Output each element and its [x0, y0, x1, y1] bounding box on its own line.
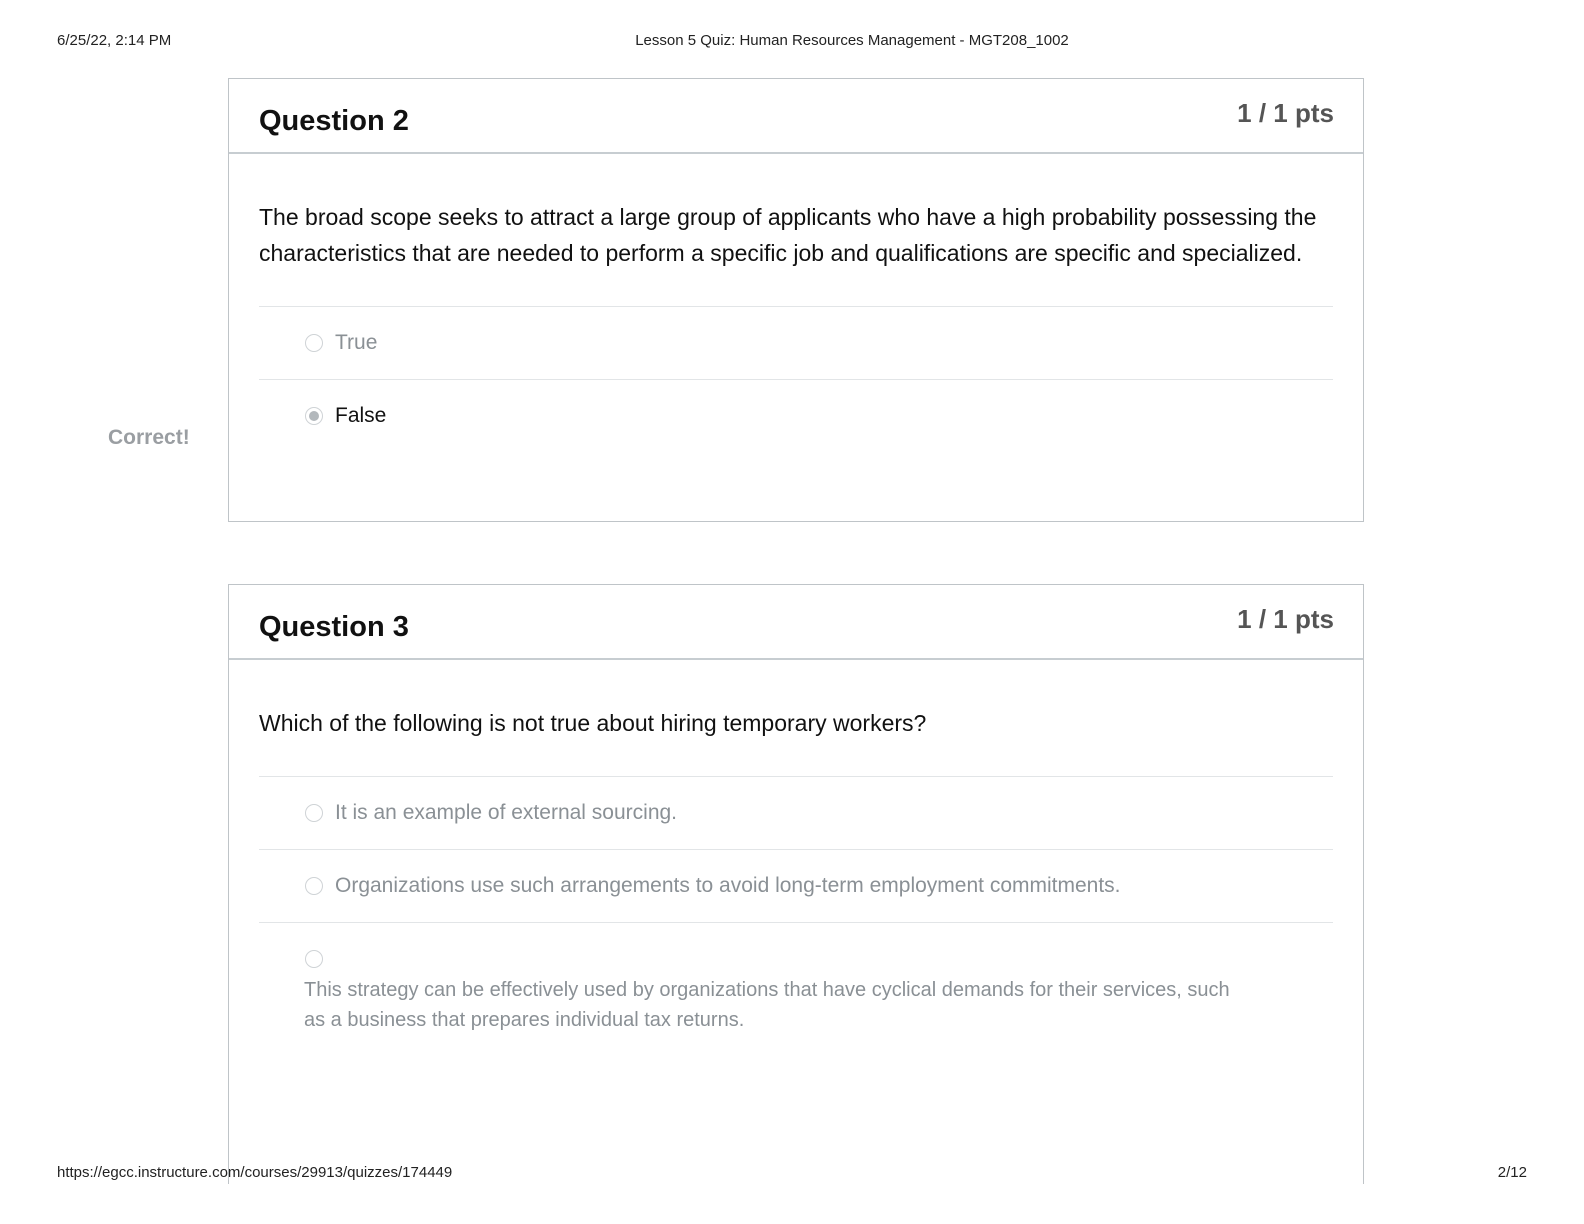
question-title: Question 2 [259, 105, 409, 137]
print-header [57, 32, 1527, 52]
radio-button-selected[interactable] [305, 407, 323, 425]
answer-option[interactable] [259, 307, 1333, 380]
question-title: Question 3 [259, 611, 409, 643]
question-header [229, 585, 1363, 660]
answer-option[interactable] [259, 850, 1333, 923]
answer-label: This strategy can be effectively used by organizations that have cyclical demands for their services, such as a business that prepares individual tax returns. [304, 979, 1230, 1031]
radio-button[interactable] [305, 950, 323, 968]
question-text: Which of the following is not true about hiring temporary workers? [259, 705, 1333, 777]
print-datetime: 6/25/22, 2:14 PM [57, 32, 172, 49]
answer-option[interactable] [259, 923, 1333, 1033]
answer-label: False [335, 404, 387, 427]
print-footer [57, 1164, 1527, 1184]
question-text: The broad scope seeks to attract a large group of applicants who have a high probability possessing the characteristics that are needed to perform a specific job and qualifications are specific and specialized. [259, 199, 1333, 307]
answer-option[interactable] [259, 777, 1333, 850]
question-header [229, 79, 1363, 154]
radio-button[interactable] [305, 334, 323, 352]
answer-label: It is an example of external sourcing. [335, 801, 678, 824]
question-card [228, 78, 1364, 522]
question-points: 1 / 1 pts [1237, 604, 1334, 634]
answer-option[interactable] [259, 380, 1333, 452]
print-doc-title: Lesson 5 Quiz: Human Resources Management - MGT208_1002 [635, 32, 1069, 49]
answer-label: True [335, 331, 378, 354]
question-card [228, 584, 1364, 1184]
radio-button[interactable] [305, 877, 323, 895]
print-url: https://egcc.instructure.com/courses/29913/quizzes/174449 [57, 1164, 453, 1181]
question-points: 1 / 1 pts [1237, 98, 1334, 128]
correct-flag: Correct! [108, 426, 190, 449]
answer-label: Organizations use such arrangements to avoid long-term employment commitments. [335, 874, 1121, 897]
page-number: 2/12 [1497, 1164, 1527, 1181]
radio-button[interactable] [305, 804, 323, 822]
